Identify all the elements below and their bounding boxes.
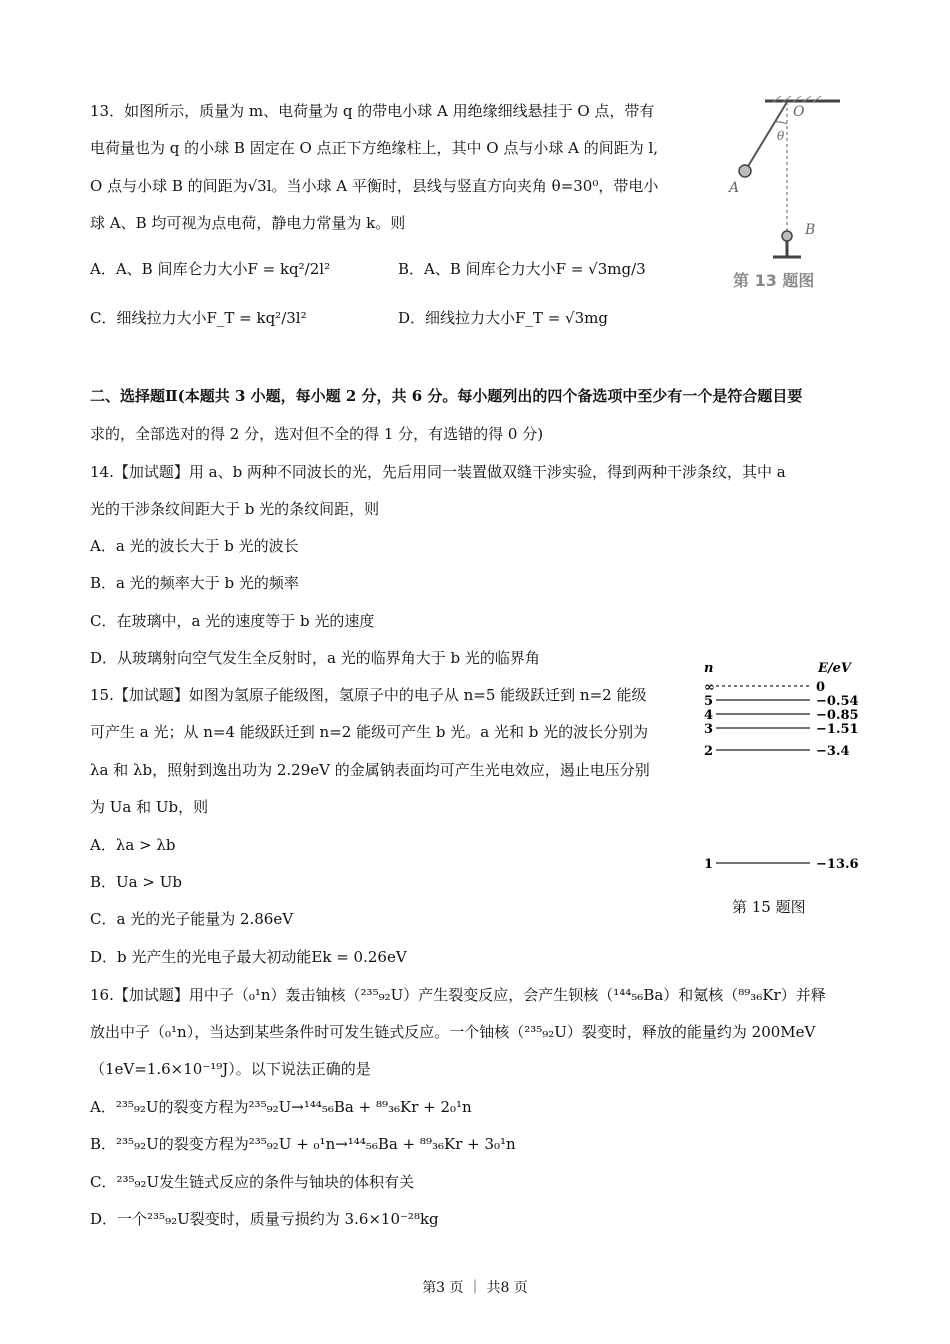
q15-level-n: 2 xyxy=(704,744,714,759)
q15-level-energy: −0.54 xyxy=(816,694,859,709)
q15-stem-line2: 可产生 a 光；从 n=4 能级跃迁到 n=2 能级可产生 b 光。a 光和 b 光的波长分别为 xyxy=(90,723,649,741)
q16-stem-line2: 放出中子（₀¹n），当达到某些条件时可发生链式反应。一个铀核（²³⁵₉₂U）裂变时，释放的能量约为 200MeV xyxy=(90,1023,816,1041)
q15-stem-line3: λa 和 λb，照射到逸出功为 2.29eV 的金属钠表面均可产生光电效应，遏止电压分别 xyxy=(90,761,650,779)
q15-axis-e: E/eV xyxy=(818,661,852,676)
q13-figure-caption: 第 13 题图 xyxy=(733,271,815,290)
q15-stem-line1: 15.【加试题】如图为氢原子能级图，氢原子中的电子从 n=5 能级跃迁到 n=2 能级 xyxy=(90,686,647,704)
q14-stem-line2: 光的干涉条纹间距大于 b 光的条纹间距，则 xyxy=(90,500,380,518)
q13-option-a: A．A、B 间库仑力大小F = kq²/2l² xyxy=(90,260,331,278)
q14-stem-line1: 14.【加试题】用 a、b 两种不同波长的光，先后用同一装置做双缝干涉实验，得到两种干涉条纹，其中 a xyxy=(90,463,786,481)
q15-option-a: A．λa > λb xyxy=(90,836,176,854)
q15-figure-caption: 第 15 题图 xyxy=(732,898,806,916)
q15-option-b: B．Ua > Ub xyxy=(90,873,182,891)
q13-fig-label-a: A xyxy=(729,180,740,196)
q13-fig-label-o: O xyxy=(793,104,805,120)
q14-option-a: A．a 光的波长大于 b 光的波长 xyxy=(90,537,299,555)
q15-level-energy: −3.4 xyxy=(816,744,850,759)
q15-option-d: D．b 光产生的光电子最大初动能Ek = 0.26eV xyxy=(90,948,407,966)
q13-figure xyxy=(725,96,855,296)
q13-stem-line2: 电荷量也为 q 的小球 B 固定在 O 点正下方绝缘柱上，其中 O 点与小球 A 的间距为 l, xyxy=(90,139,659,157)
q15-level-energy: −0.85 xyxy=(816,708,859,723)
q13-stem-line4: 球 A、B 均可视为点电荷，静电力常量为 k。则 xyxy=(90,214,406,232)
q13-option-d: D．细线拉力大小F_T = √3mg xyxy=(398,309,608,327)
q14-option-c: C．在玻璃中，a 光的速度等于 b 光的速度 xyxy=(90,612,375,630)
q16-stem-line1: 16.【加试题】用中子（₀¹n）轰击铀核（²³⁵₉₂U）产生裂变反应，会产生钡核（¹⁴⁴₅₆Ba）和氪核（⁸⁹₃₆Kr）并释 xyxy=(90,986,826,1004)
q15-axis-n: n xyxy=(704,661,714,676)
q15-option-c: C．a 光的光子能量为 2.86eV xyxy=(90,910,294,928)
q15-levels xyxy=(704,680,859,872)
q16-option-a: A．²³⁵₉₂U的裂变方程为²³⁵₉₂U→¹⁴⁴₅₆Ba + ⁸⁹₃₆Kr + 2₀¹n xyxy=(90,1098,472,1116)
q16-option-c: C．²³⁵₉₂U发生链式反应的条件与铀块的体积有关 xyxy=(90,1173,415,1191)
q13-option-c: C．细线拉力大小F_T = kq²/3l² xyxy=(90,309,307,327)
q15-level-energy: −13.6 xyxy=(816,857,859,872)
q13-stem-line3: O 点与小球 B 的间距为√3l。当小球 A 平衡时，县线与竖直方向夹角 θ=30⁰，带电小 xyxy=(90,177,659,195)
page-footer: 第3 页 ｜ 共8 页 xyxy=(422,1280,528,1296)
q14-option-b: B．a 光的频率大于 b 光的频率 xyxy=(90,574,299,592)
section2-heading-line1: 二、选择题Ⅱ(本题共 3 小题，每小题 2 分，共 6 分。每小题列出的四个备选项中至少有一个是符合题目要 xyxy=(90,387,803,405)
q16-option-b: B．²³⁵₉₂U的裂变方程为²³⁵₉₂U + ₀¹n→¹⁴⁴₅₆Ba + ⁸⁹₃₆Kr + 3₀¹n xyxy=(90,1135,516,1153)
q13-fig-label-theta: θ xyxy=(777,129,785,143)
section2-heading-line2: 求的，全部选对的得 2 分，选对但不全的得 1 分，有选错的得 0 分) xyxy=(90,425,544,443)
q15-level-n: 5 xyxy=(704,694,714,709)
q15-energy-level-figure xyxy=(700,658,865,878)
q16-option-d: D．一个²³⁵₉₂U裂变时，质量亏损约为 3.6×10⁻²⁸kg xyxy=(90,1210,439,1228)
q15-level-n: 4 xyxy=(704,708,714,723)
q16-stem-line3: （1eV=1.6×10⁻¹⁹J）。以下说法正确的是 xyxy=(90,1060,371,1078)
q15-level-n: 3 xyxy=(704,722,714,737)
q14-option-d: D．从玻璃射向空气发生全反射时，a 光的临界角大于 b 光的临界角 xyxy=(90,649,540,667)
q15-level-n: 1 xyxy=(704,857,714,872)
q15-stem-line4: 为 Ua 和 Ub，则 xyxy=(90,798,209,816)
q15-level-energy: −1.51 xyxy=(816,722,859,737)
q13-option-b: B．A、B 间库仑力大小F = √3mg/3 xyxy=(398,260,646,278)
q15-level-n: ∞ xyxy=(704,680,715,695)
q13-stem-line1: 13．如图所示，质量为 m、电荷量为 q 的带电小球 A 用绝缘细线悬挂于 O 点，带有 xyxy=(90,102,655,120)
q13-fig-label-b: B xyxy=(805,222,816,238)
q15-level-energy: 0 xyxy=(816,680,826,695)
